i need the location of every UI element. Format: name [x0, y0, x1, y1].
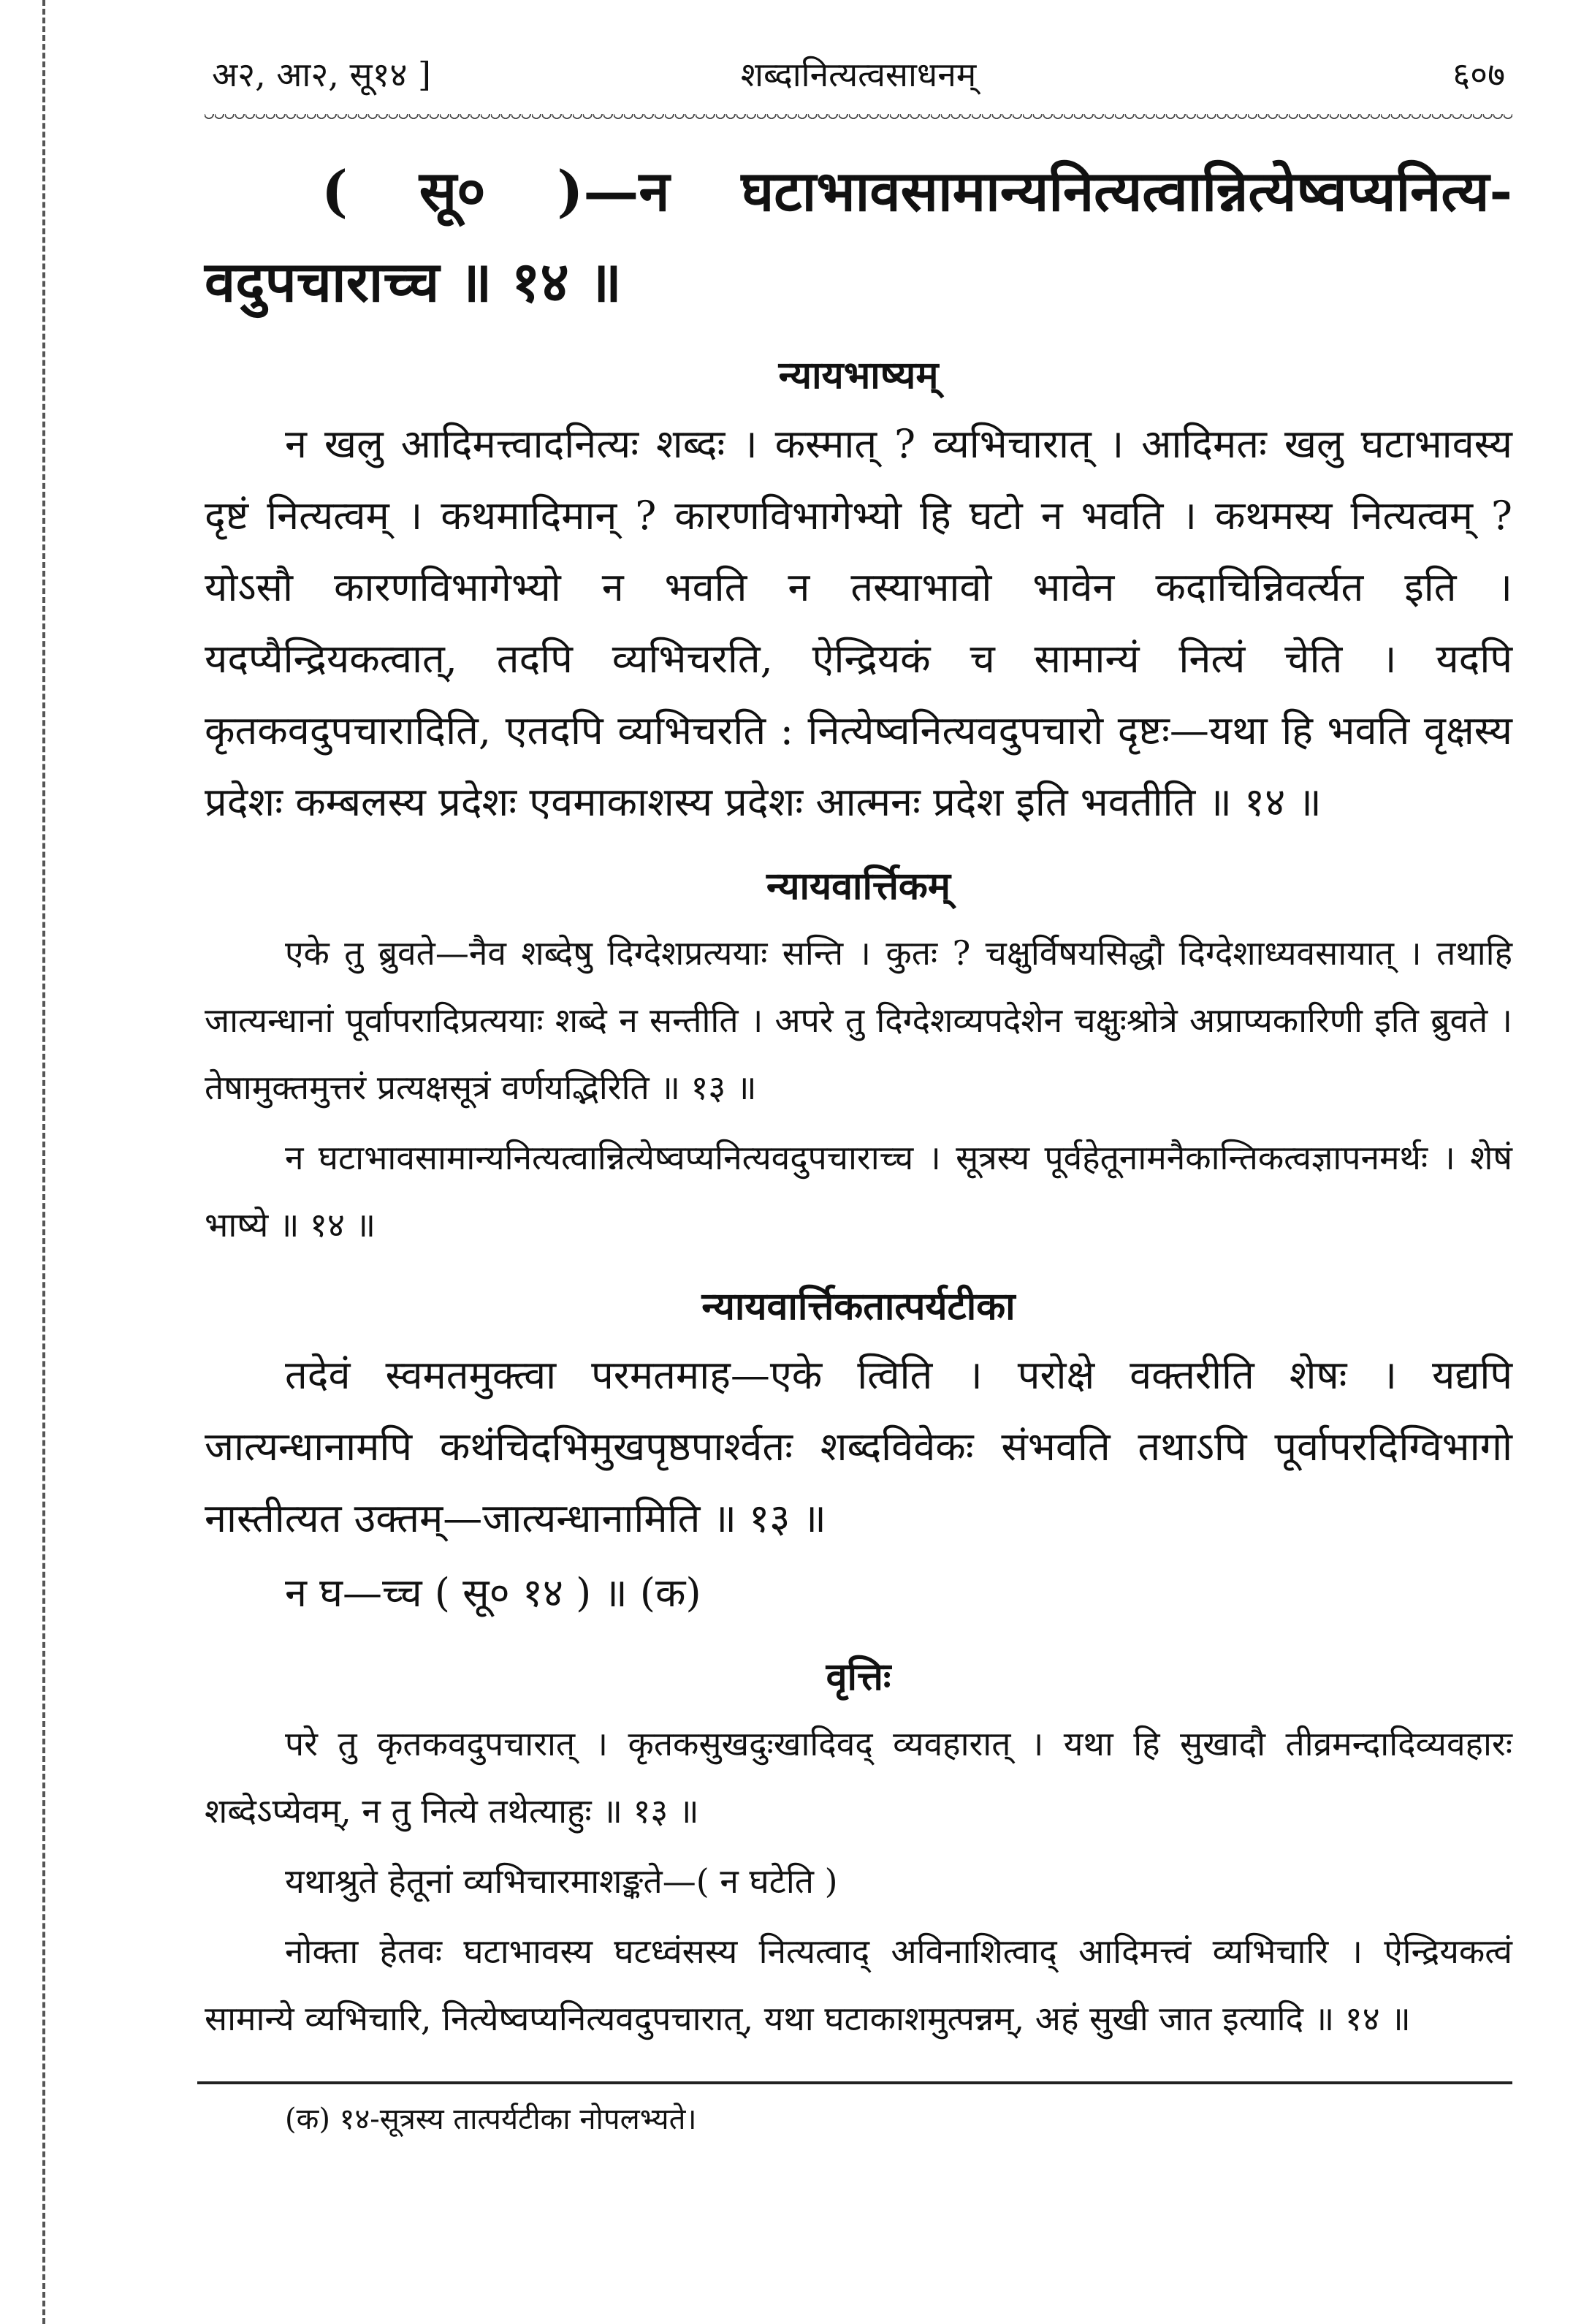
vartika-title: न्यायवार्त्तिकम् [766, 864, 951, 908]
footnote: (क) १४-सूत्रस्य तात्पर्यटीका नोपलभ्यते। [285, 2103, 697, 2136]
bhashya-title: न्यायभाष्यम् [778, 353, 939, 398]
vritti-text-3: नोक्ता हेतवः घटाभावस्य घटध्वंसस्य नित्यत्वाद् अविनाशित्वाद् आदिमत्त्वं व्यभिचारि । ऐन्द्रियकत्वं सामान्ये व्यभिचारि, नित्येष्वप्यनित्यवदुपचारात्, यथा घटाकाशमुत्पन्नम्, अहं सुखी जात इत्यादि ॥ १४ ॥ [205, 1932, 1512, 2038]
page-number: ६०७ [1452, 55, 1505, 94]
vritti-title: वृत्तिः [826, 1655, 891, 1699]
header-title: शब्दानित्यत्वसाधनम् [740, 55, 977, 94]
tika-text: तदेवं स्वमतमुक्त्वा परमतमाह—एके त्विति । परोक्षे वक्तरीति शेषः । यद्यपि जात्यन्धानामपि कथंचिदभिमुखपृष्ठपार्श्वतः शब्दविवेकः संभवति तथाऽपि पूर्वापरदिग्विभागो नास्तीत्यत उक्तम्—जात्यन्धानामिति ॥ १३ ॥ [205, 1352, 1512, 1541]
tika-title: न्यायवार्त्तिकतात्पर्यटीका [701, 1284, 1016, 1329]
bhashya-text: न खलु आदिमत्त्वादनित्यः शब्दः । कस्मात् ? व्यभिचारात् । आदिमतः खलु घटाभावस्य दृष्टं नित्यत्वम् । कथमादिमान् ? कारणविभागेभ्यो हि घटो न भवति । कथमस्य नित्यत्वम् ? योऽसौ कारणविभागेभ्यो न भवति न तस्याभावो भावेन कदाचिन्निवर्त्यत इति । यदप्यैन्द्रियकत्वात्, तदपि व्यभिचरति, ऐन्द्रियकं च सामान्यं नित्यं चेति । यदपि कृतकवदुपचारादिति, एतदपि व्यभिचरति : नित्येष्वनित्यवदुपचारो दृष्टः—यथा हि भवति वृक्षस्य प्रदेशः कम्बलस्य प्रदेशः एवमाकाशस्य प्रदेशः आत्मनः प्रदेश इति भवतीति ॥ १४ ॥ [205, 421, 1512, 825]
vartika-text-1: एके तु ब्रुवते—नैव शब्देषु दिग्देशप्रत्ययाः सन्ति । कुतः ? चक्षुर्विषयसिद्धौ दिग्देशाध्यवसायात् । तथाहि जात्यन्धानां पूर्वापरादिप्रत्ययाः शब्दे न सन्तीति । अपरे तु दिग्देशव्यपदेशेन चक्षुःश्रोत्रे अप्राप्यकारिणी इति ब्रुवते । तेषामुक्तमुत्तरं प्रत्यक्षसूत्रं वर्णयद्भिरिति ॥ १३ ॥ [205, 933, 1512, 1107]
vritti-text-1: परे तु कृतकवदुपचारात् । कृतकसुखदुःखादिवद् व्यवहारात् । यथा हि सुखादौ तीव्रमन्दादिव्यवहारः शब्देऽप्येवम्, न तु नित्ये तथेत्याहुः ॥ १३ ॥ [205, 1724, 1512, 1831]
page-header [205, 44, 1512, 124]
sutra-heading: ( सू० )—न घटाभावसामान्यनित्यत्वान्नित्येष्वप्यनित्य- वदुपचाराच्च ॥ १४ ॥ [205, 159, 1512, 314]
vartika-text-2: न घटाभावसामान्यनित्यत्वान्नित्येष्वप्यनित्यवदुपचाराच्च । सूत्रस्य पूर्वहेतूनामनैकान्तिकत्वज्ञापनमर्थः । शेषं भाष्ये ॥ १४ ॥ [205, 1138, 1512, 1245]
header-reference: अ२, आ२, सू१४ ] [212, 55, 431, 94]
header-wavy-rule [205, 114, 1512, 121]
tika-note: न घ—च्च ( सू० १४ ) ॥ (क) [285, 1570, 701, 1616]
vritti-text-2: यथाश्रुते हेतूनां व्यभिचारमाशङ्कते—( न घटेति ) [285, 1861, 838, 1901]
page [205, 44, 1512, 2138]
page-margin-rule [42, 0, 45, 2324]
footnote-rule [197, 2081, 1512, 2084]
